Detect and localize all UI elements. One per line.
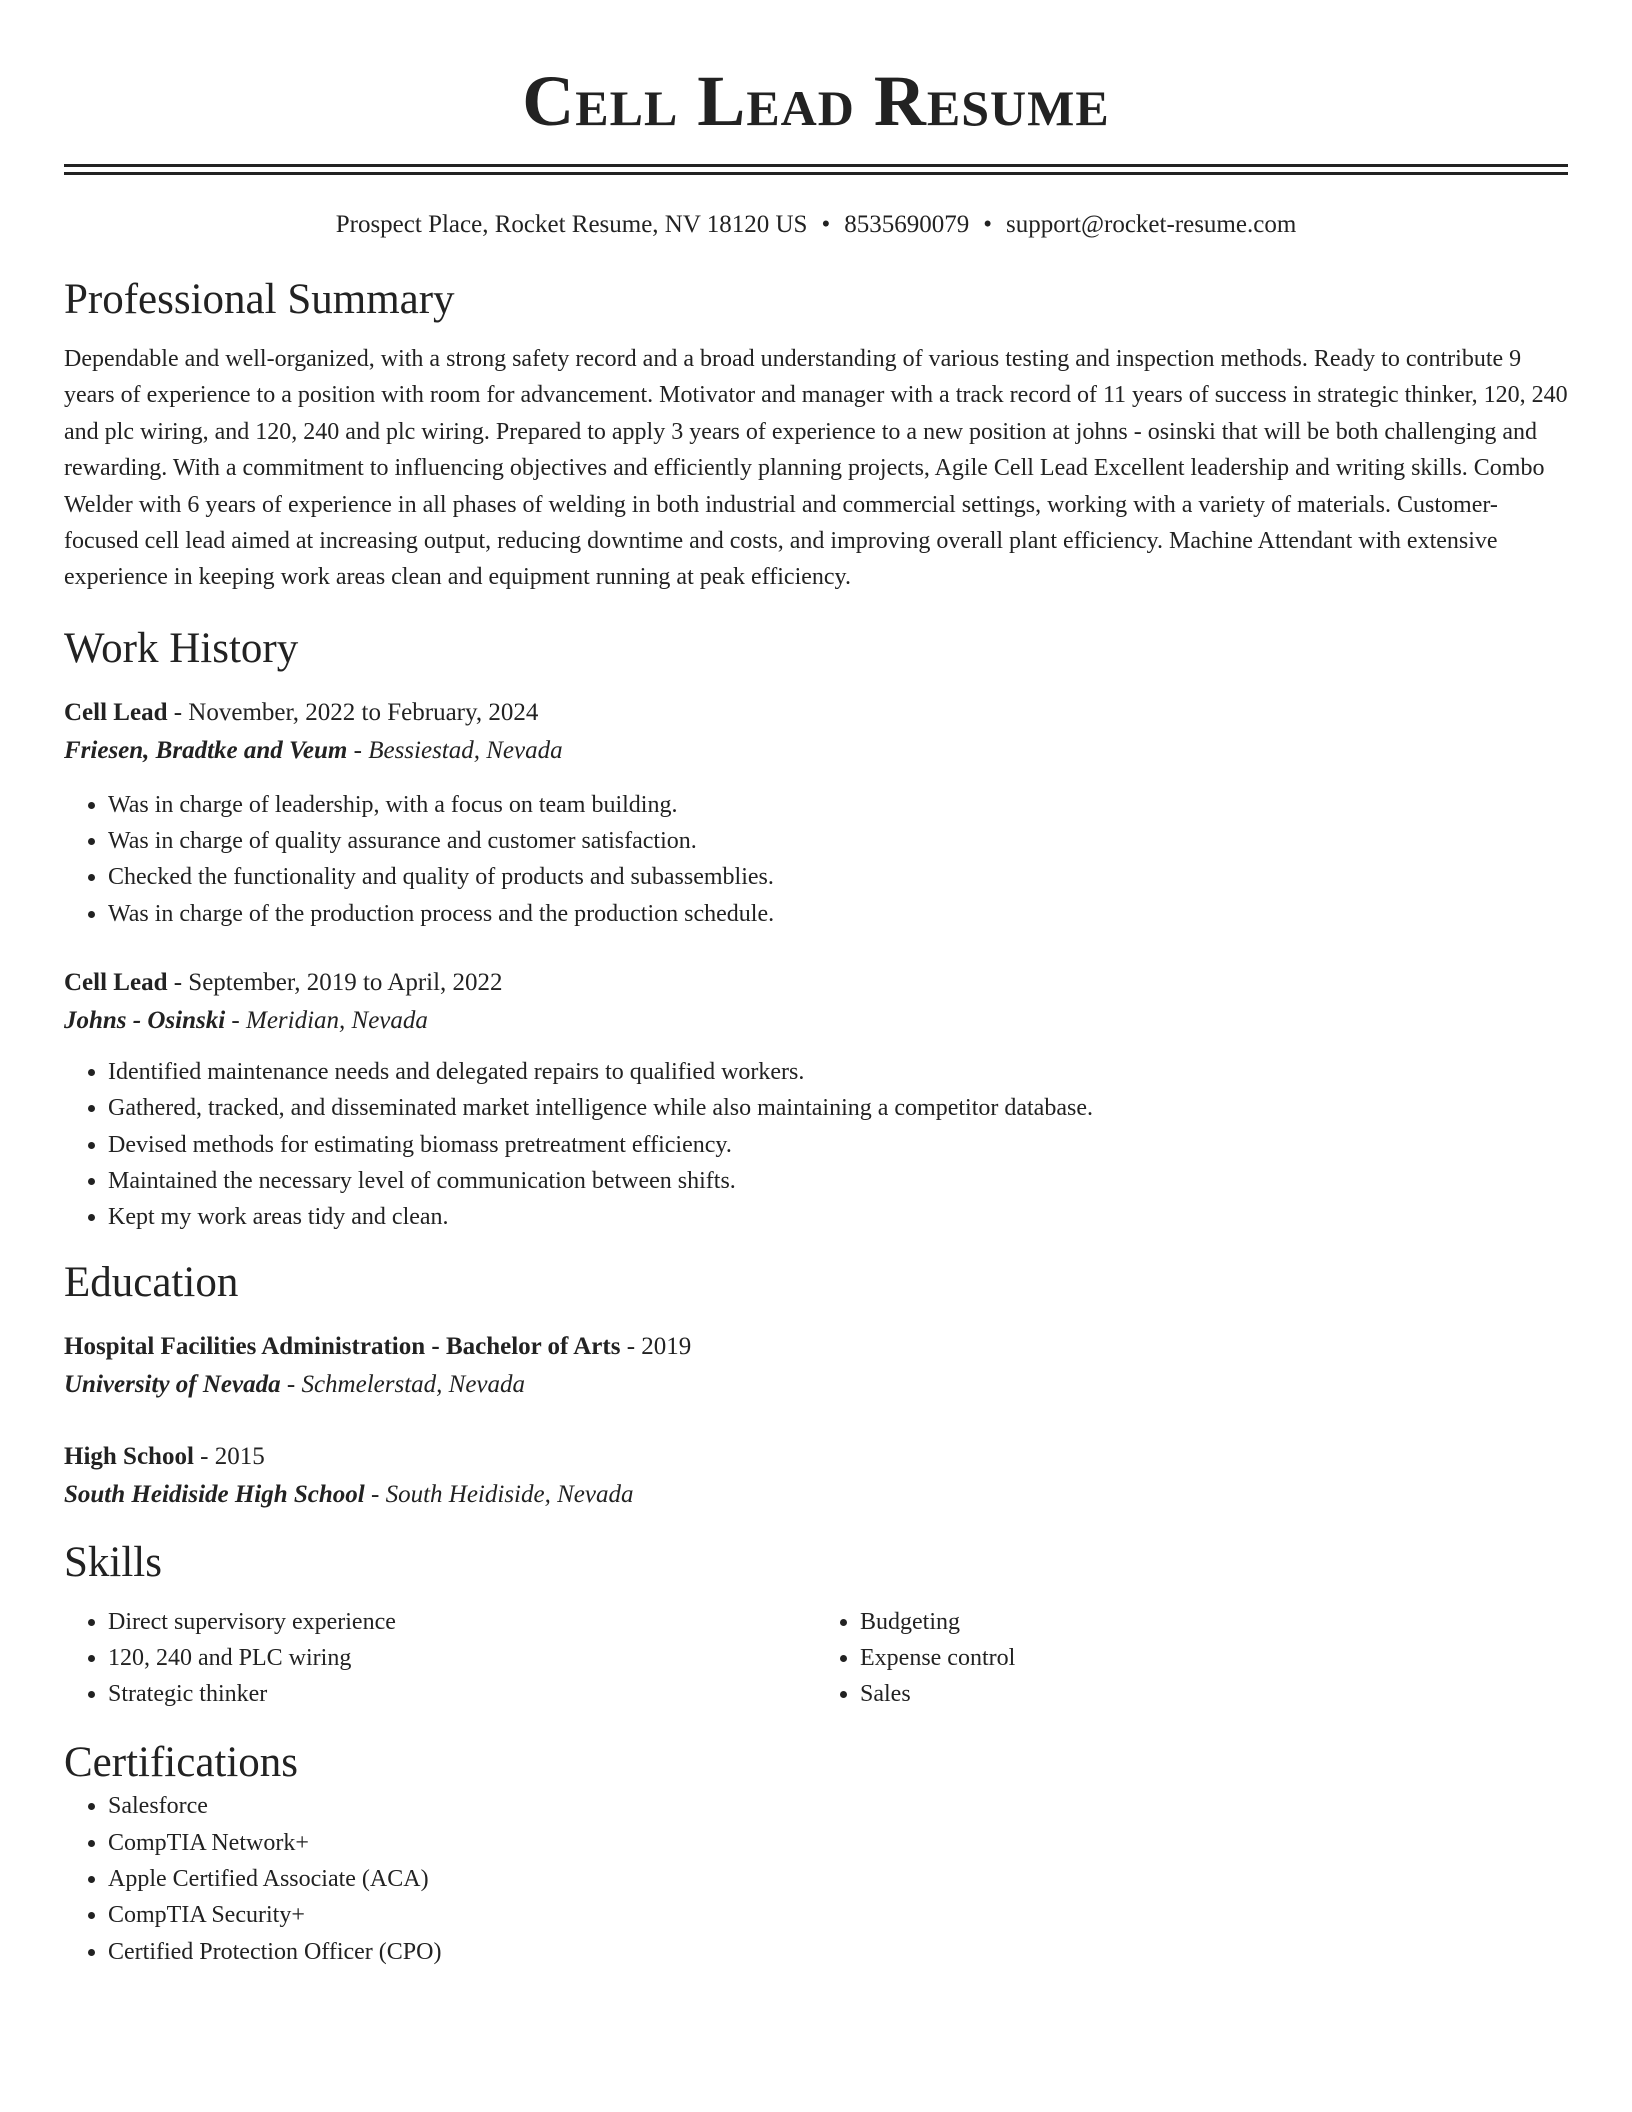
education-entry: [64, 1328, 1568, 1404]
education-year: - 2015: [193, 1442, 265, 1470]
contact-address: Prospect Place, Rocket Resume, NV 18120 US: [335, 211, 808, 238]
job-entry: [64, 964, 1568, 1235]
contact-line: [64, 209, 1568, 241]
contact-separator: •: [983, 211, 992, 238]
job-location: - Meridian, Nevada: [225, 1007, 428, 1035]
list-item: • Direct supervisory experience: [108, 1604, 816, 1640]
list-item: • Budgeting: [860, 1604, 1568, 1640]
job-dates: - September, 2019 to April, 2022: [167, 969, 503, 997]
title-divider: [64, 164, 1568, 175]
job-duties-list: [64, 787, 1568, 932]
certifications-list: [64, 1788, 1568, 1969]
education-degree: Hospital Facilities Administration - Bachelor of Arts: [64, 1332, 621, 1360]
list-item: • Strategic thinker: [108, 1676, 816, 1712]
job-company: Johns - Osinski: [64, 1007, 226, 1035]
education-location: - South Heidiside, Nevada: [364, 1480, 634, 1508]
education-school: South Heidiside High School: [64, 1480, 365, 1508]
list-item: • Sales: [860, 1676, 1568, 1712]
education-degree-line: [64, 1328, 1568, 1366]
job-location: - Bessiestad, Nevada: [347, 736, 563, 764]
education-school: University of Nevada: [64, 1370, 281, 1398]
job-dates: - November, 2022 to February, 2024: [167, 698, 539, 726]
education-school-line: [64, 1476, 1568, 1514]
skills-heading: Skills: [64, 1538, 162, 1586]
certifications-heading: Certifications: [64, 1739, 299, 1787]
job-entry: [64, 694, 1568, 932]
job-company: Friesen, Bradtke and Veum: [64, 736, 348, 764]
list-item: • Kept my work areas tidy and clean.: [108, 1199, 1568, 1235]
skills-list-right: [816, 1604, 1568, 1713]
job-header: [64, 694, 1568, 732]
list-item: • Was in charge of leadership, with a focus on team building.: [108, 787, 1568, 823]
skills-columns: [64, 1604, 1568, 1713]
list-item: • 120, 240 and PLC wiring: [108, 1640, 816, 1676]
list-item: • CompTIA Security+: [108, 1897, 1568, 1933]
education-entry: [64, 1438, 1568, 1514]
list-item: • Was in charge of quality assurance and customer satisfaction.: [108, 823, 1568, 859]
contact-phone: 8535690079: [844, 211, 970, 238]
contact-separator: •: [821, 211, 831, 238]
summary-text: Dependable and well-organized, with a strong safety record and a broad understanding of various testing and inspection methods. Ready to contribute 9 years of experience to a position with room for advancement. Motivator and manager with a track record of 11 years of success in strategic thinker, 120, 240 and plc wiring, and 120, 240 and plc wiring. Prepared to apply 3 years of experience to a new position at johns - osinski that will be both challenging and rewarding. With a commitment to influencing objectives and efficiently planning projects, Agile Cell Lead Excellent leadership and writing skills. Combo Welder with 6 years of experience in all phases of welding in both industrial and commercial settings, working with a variety of materials. Customer-focused cell lead aimed at increasing output, reducing downtime and costs, and improving overall plant efficiency. Machine Attendant with extensive experience in keeping work areas clean and equipment running at peak efficiency.: [64, 346, 1568, 591]
work-history-heading: Work History: [64, 624, 299, 672]
list-item: • Maintained the necessary level of communication between shifts.: [108, 1163, 1568, 1199]
job-company-line: [64, 1002, 1568, 1040]
education-location: - Schmelerstad, Nevada: [280, 1370, 526, 1398]
education-school-line: [64, 1366, 1568, 1404]
job-header: [64, 964, 1568, 1002]
contact-email: support@rocket-resume.com: [1005, 211, 1297, 238]
education-degree: High School: [64, 1442, 194, 1470]
education-degree-line: [64, 1438, 1568, 1476]
resume-title: Cell Lead Resume: [522, 61, 1110, 141]
list-item: • Devised methods for estimating biomass pretreatment efficiency.: [108, 1127, 1568, 1163]
job-duties-list: [64, 1054, 1568, 1235]
list-item: • Expense control: [860, 1640, 1568, 1676]
summary-heading: Professional Summary: [64, 276, 455, 323]
list-item: • Identified maintenance needs and delegated repairs to qualified workers.: [108, 1054, 1568, 1090]
job-title: Cell Lead: [64, 698, 168, 726]
skills-list-left: [64, 1604, 816, 1713]
list-item: • Salesforce: [108, 1788, 1568, 1824]
job-title: Cell Lead: [64, 969, 168, 997]
list-item: • Was in charge of the production process and the production schedule.: [108, 896, 1568, 932]
education-heading: Education: [64, 1258, 239, 1306]
list-item: • Gathered, tracked, and disseminated market intelligence while also maintaining a competitor database.: [108, 1090, 1568, 1126]
job-company-line: [64, 732, 1568, 770]
education-year: - 2019: [620, 1332, 692, 1360]
list-item: • Certified Protection Officer (CPO): [108, 1934, 1568, 1970]
list-item: • Checked the functionality and quality of products and subassemblies.: [108, 859, 1568, 895]
list-item: • CompTIA Network+: [108, 1825, 1568, 1861]
list-item: • Apple Certified Associate (ACA): [108, 1861, 1568, 1897]
